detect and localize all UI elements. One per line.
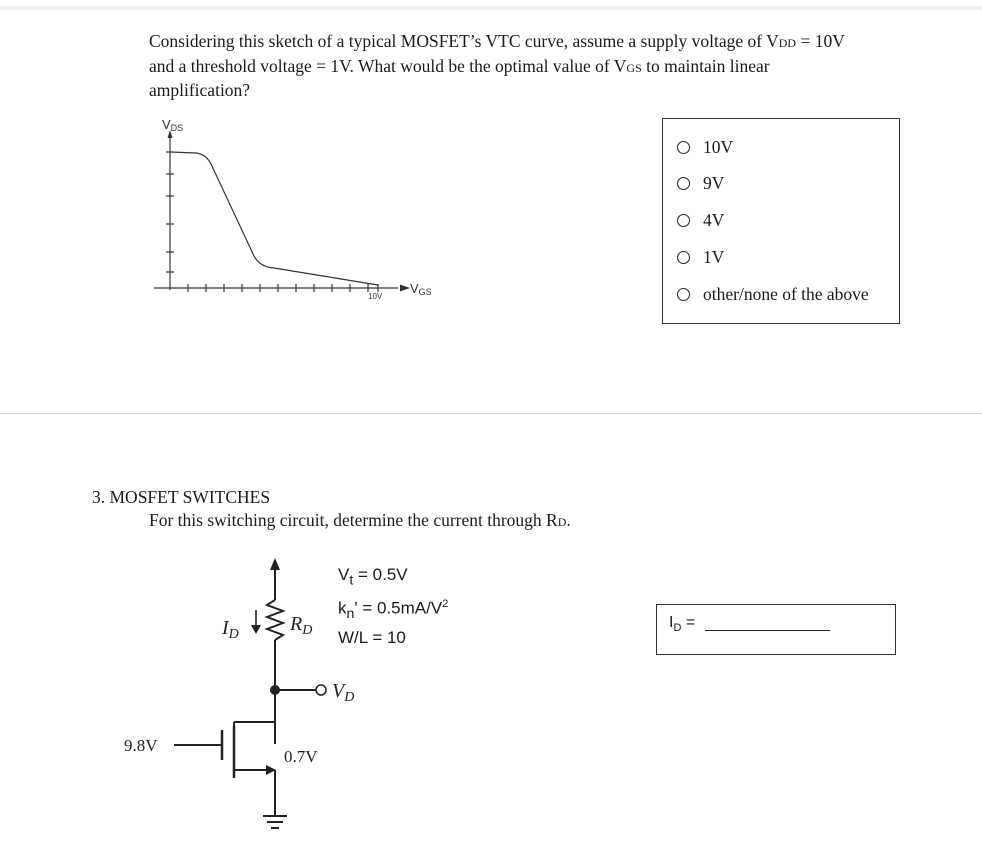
radio-button[interactable] — [677, 177, 690, 190]
choice-label: other/none of the above — [703, 283, 869, 304]
radio-button[interactable] — [677, 141, 690, 154]
vd-label: $V_D$ — [332, 680, 355, 705]
rd-label: $R_D$ — [290, 613, 313, 638]
id-answer-input[interactable] — [705, 613, 834, 633]
question1-line2: and a threshold voltage = 1V. What would be the optimal value of VGS to maintain linear — [149, 55, 770, 76]
x-tick-label-10v: 10V — [368, 292, 383, 301]
radio-button[interactable] — [677, 251, 690, 264]
id-answer-box — [656, 604, 896, 655]
resistor-rd — [267, 600, 283, 640]
question1-text — [149, 30, 939, 102]
choice-4v[interactable] — [677, 208, 724, 232]
vd-terminal — [316, 685, 326, 695]
choice-9v[interactable] — [677, 171, 724, 195]
vtc-curve — [170, 152, 378, 285]
param-kn: $k_n' = 0.5mA/V^2$ — [338, 598, 449, 623]
param-vt: $V_t = 0.5V$ — [338, 565, 408, 589]
question1-line3: amplification? — [149, 80, 251, 100]
param-wl: W/L = 10 — [338, 628, 406, 648]
choice-label: 4V — [703, 209, 725, 230]
choice-label: 9V — [703, 172, 725, 193]
vtc-graph — [148, 112, 478, 312]
radio-button[interactable] — [677, 214, 690, 227]
id-arrow-icon — [251, 625, 261, 634]
section-title: 3. MOSFET SWITCHES — [92, 487, 271, 507]
radio-button[interactable] — [677, 288, 690, 301]
y-axis — [166, 130, 174, 290]
choice-other[interactable] — [677, 282, 869, 306]
question2-text: For this switching circuit, determine the current through RD. — [149, 510, 571, 530]
y-axis-label: VDS — [162, 117, 184, 133]
choice-label: 10V — [703, 136, 734, 157]
drain-node — [270, 685, 280, 695]
mosfet-switch-circuit — [110, 548, 510, 846]
source-voltage-label: 0.7V — [284, 747, 318, 766]
section-divider — [0, 413, 982, 414]
choice-1v[interactable] — [677, 245, 724, 269]
id-label: $I_D$ — [222, 617, 239, 642]
top-rule — [0, 6, 982, 10]
answer-choices — [662, 118, 900, 324]
answer-label: $I_D$ = — [669, 614, 696, 635]
choice-10v[interactable] — [677, 135, 733, 159]
supply-arrow-icon — [270, 558, 280, 570]
circuit-parameters — [338, 563, 448, 650]
gate-voltage-label: 9.8V — [124, 736, 158, 755]
question1-line1: Considering this sketch of a typical MOSFET’s VTC curve, assume a supply voltage of VDD = 10V — [149, 31, 845, 51]
x-axis-label: VGS — [410, 281, 432, 297]
choice-label: 1V — [703, 246, 725, 267]
x-axis — [154, 284, 410, 292]
